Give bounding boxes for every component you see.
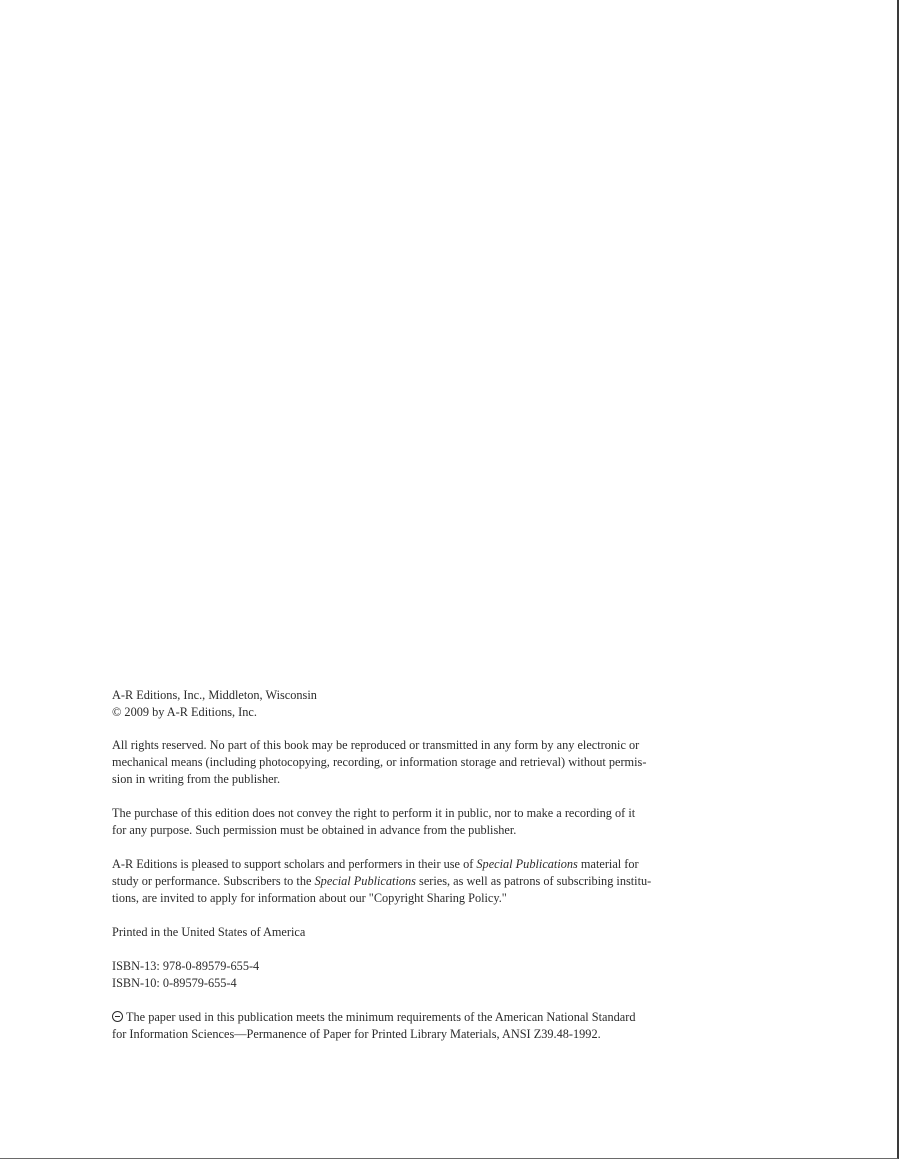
rights-line-1: All rights reserved. No part of this book may be reproduced or transmitted in any form by any electronic or bbox=[112, 738, 640, 752]
paper-line-1 bbox=[112, 1009, 732, 1026]
sharing-line-3: tions, are invited to apply for information about our "Copyright Sharing Policy." bbox=[112, 891, 507, 905]
series-title: Special Publications bbox=[476, 857, 578, 871]
paper-notice bbox=[112, 1009, 732, 1043]
sharing-line-1-post: material for bbox=[577, 857, 639, 871]
publisher-line: A-R Editions, Inc., Middleton, Wisconsin bbox=[112, 688, 317, 702]
sharing-line-2-pre: study or performance. Subscribers to the bbox=[112, 874, 315, 888]
sharing-line-1 bbox=[112, 856, 732, 873]
printed-in bbox=[112, 924, 732, 941]
rights-paragraph bbox=[112, 737, 732, 788]
rights-line-3: sion in writing from the publisher. bbox=[112, 772, 281, 786]
sharing-line-2-post: series, as well as patrons of subscribing institu- bbox=[415, 874, 652, 888]
series-title: Special Publications bbox=[314, 874, 416, 888]
isbn-block bbox=[112, 958, 732, 992]
rights-line-2: mechanical means (including photocopying, recording, or information storage and retrieval) without permis- bbox=[112, 755, 647, 769]
sharing-line-1-pre: A-R Editions is pleased to support scholars and performers in their use of bbox=[112, 857, 477, 871]
copyright-line: © 2009 by A-R Editions, Inc. bbox=[112, 705, 257, 719]
printed-line: Printed in the United States of America bbox=[112, 925, 306, 939]
isbn-10: ISBN-10: 0-89579-655-4 bbox=[112, 976, 237, 990]
isbn-13: ISBN-13: 978-0-89579-655-4 bbox=[112, 959, 260, 973]
permanence-of-paper-icon bbox=[112, 1011, 123, 1022]
sharing-line-2 bbox=[112, 873, 732, 890]
paper-line-2: for Information Sciences—Permanence of Paper for Printed Library Materials, ANSI Z39.48-1992. bbox=[112, 1027, 601, 1041]
publisher-block bbox=[112, 687, 732, 721]
paper-line-1-text: The paper used in this publication meets the minimum requirements of the American National Standard bbox=[126, 1010, 636, 1024]
sharing-paragraph bbox=[112, 856, 732, 907]
copyright-block bbox=[112, 687, 732, 1060]
performance-line-2: for any purpose. Such permission must be obtained in advance from the publisher. bbox=[112, 823, 517, 837]
performance-paragraph bbox=[112, 805, 732, 839]
performance-line-1: The purchase of this edition does not convey the right to perform it in public, nor to make a recording of it bbox=[112, 806, 636, 820]
